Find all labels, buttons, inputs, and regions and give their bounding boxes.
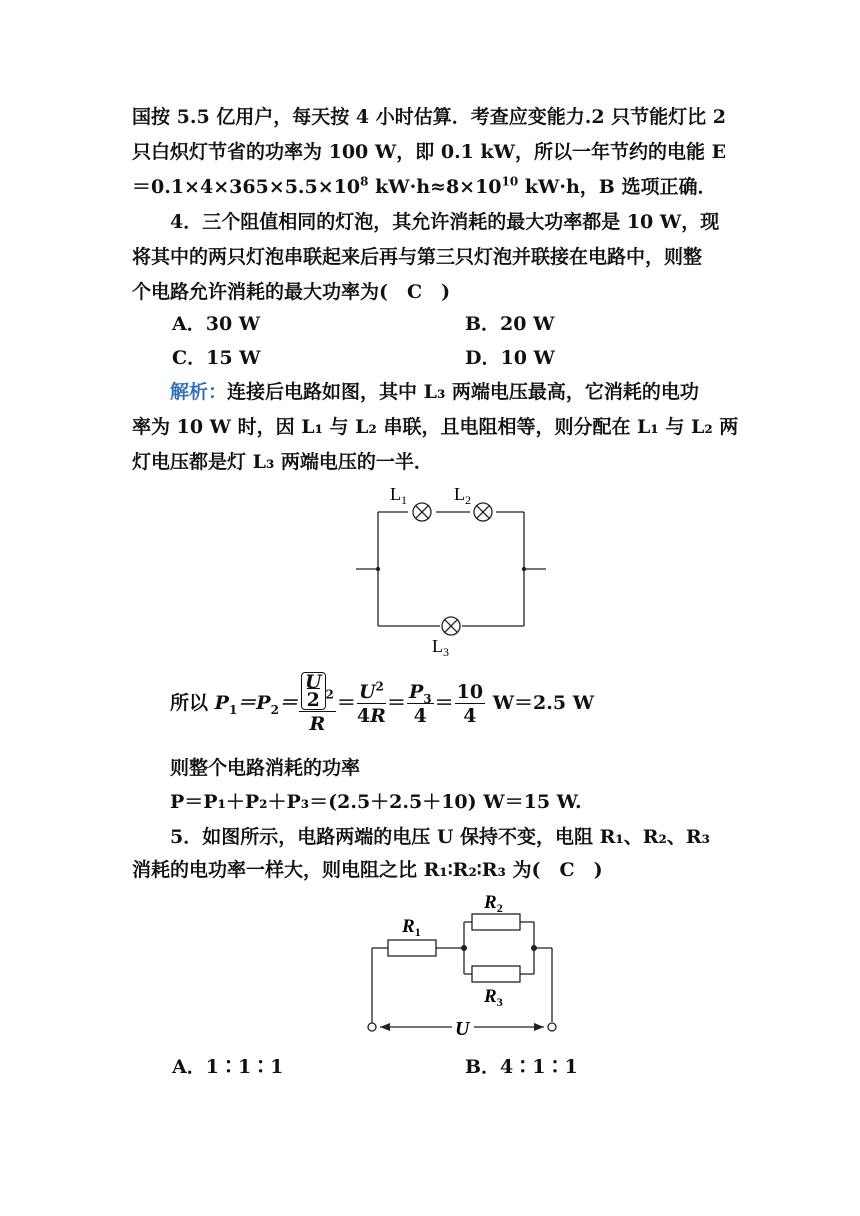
label-r2: $R_2$	[484, 892, 503, 915]
fraction-p3-4: $\frac{P_3}{4}$	[408, 680, 432, 727]
arrow-right-icon	[534, 1023, 544, 1031]
option-a: A．30 W	[172, 313, 261, 335]
formula-prefix: 所以	[170, 692, 209, 714]
power-formula: 所以 $P_1=P_2=$ $\frac{U}{2}^2$ R ＝ $\frac{U^2}{4R}$ ＝ $\frac{P_3}{4}$ ＝ $\frac{10}{4}$ W＝2.5 W	[170, 671, 595, 735]
option-c: C．15 W	[172, 347, 261, 369]
resistor-r2	[472, 914, 520, 930]
analysis-text: 连接后电路如图，其中 L₃ 两端电压最高，它消耗的电功	[227, 381, 699, 403]
analysis-line: 率为 10 W 时，因 L₁ 与 L₂ 串联，且电阻相等，则分配在 L₁ 与 L₂ 两	[132, 416, 739, 438]
exponent: 8	[360, 174, 369, 189]
analysis-line	[170, 380, 699, 404]
fraction-10-4: $\frac{10}{4}$	[456, 680, 484, 727]
fraction-u2-r: $\frac{U}{2}^2$ R	[299, 672, 336, 736]
circuit-diagram-lamps	[350, 478, 560, 663]
label-l2: $L_2$	[454, 484, 471, 507]
question-4-line: 4．三个阻值相同的灯泡，其允许消耗的最大功率都是 10 W，现	[170, 211, 720, 233]
analysis-line: 灯电压都是灯 L₃ 两端电压的一半．	[132, 451, 433, 473]
analysis-label: 解析：	[170, 381, 228, 403]
question-4-line: 将其中的两只灯泡串联起来后再与第三只灯泡并联接在电路中，则整	[132, 246, 703, 268]
option-b: B．20 W	[465, 313, 555, 335]
text-line: 只白炽灯节省的功率为 100 W，即 0.1 kW，所以一年节约的电能 E	[132, 141, 727, 163]
text-span: kW·h≈8×10	[368, 176, 502, 198]
lamp-l1-icon	[413, 503, 431, 521]
lamp-l2-icon	[474, 503, 492, 521]
text-span: kW·h，B 选项正确．	[518, 176, 717, 198]
resistor-r3	[472, 966, 520, 982]
label-r3: $R_3$	[484, 986, 503, 1009]
question-4-line: 个电路允许消耗的最大功率为( C )	[132, 281, 451, 303]
label-l3: $L_3$	[432, 636, 449, 659]
text-line	[132, 175, 716, 199]
formula-result: W＝2.5 W	[486, 692, 595, 714]
option-b: B．4∶1∶1	[465, 1056, 578, 1078]
arrow-left-icon	[380, 1023, 390, 1031]
option-d: D．10 W	[465, 347, 555, 369]
label-r1: $R_1$	[402, 916, 421, 939]
label-u: U	[455, 1018, 470, 1040]
terminal-right	[548, 1023, 556, 1031]
text-span: ＝0.1×4×365×5.5×10	[132, 176, 361, 198]
fraction-u2-4r: $\frac{U^2}{4R}$	[356, 679, 386, 727]
label-l1: $L_1$	[390, 484, 407, 507]
circuit-diagram-resistors	[360, 888, 570, 1043]
question-5-line: 5．如图所示，电路两端的电压 U 保持不变，电阻 R₁、R₂、R₃	[170, 826, 710, 848]
lamp-l3-icon	[442, 617, 460, 635]
text-line: 国按 5.5 亿用户，每天按 4 小时估算．考查应变能力.2 只节能灯比 2	[132, 106, 727, 128]
exponent: 10	[501, 174, 519, 189]
question-5-line: 消耗的电功率一样大，则电阻之比 R₁∶R₂∶R₃ 为( C )	[132, 859, 603, 881]
total-power-formula: P＝P₁＋P₂＋P₃＝(2.5＋2.5＋10) W＝15 W.	[170, 791, 582, 813]
formula-static: $P_1=P_2=$	[214, 692, 298, 717]
resistor-r1	[388, 940, 436, 956]
total-power-intro: 则整个电路消耗的功率	[170, 757, 361, 779]
option-a: A．1∶1∶1	[172, 1056, 284, 1078]
terminal-left	[368, 1023, 376, 1031]
